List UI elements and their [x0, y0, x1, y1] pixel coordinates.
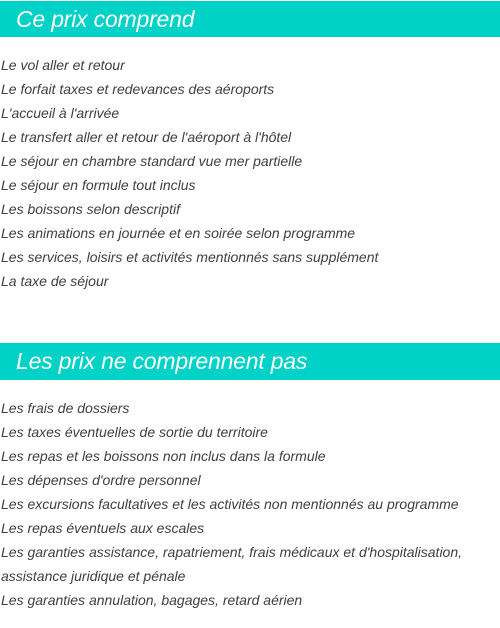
excluded-section-title: Les prix ne comprennent pas [0, 343, 500, 380]
list-item: Le vol aller et retour [1, 57, 125, 73]
list-item: Les animations en journée et en soirée selon programme [1, 225, 356, 241]
list-item: Le séjour en chambre standard vue mer partielle [1, 153, 303, 169]
list-item: Les excursions facultatives et les activités non mentionnés au programme [1, 496, 459, 512]
included-list [0, 53, 500, 293]
list-item: Les garanties assistance, rapatriement, frais médicaux et d'hospitalisation, assistance juridique et pénale [1, 544, 463, 584]
list-item: Les taxes éventuelles de sortie du territoire [1, 424, 268, 440]
included-section-title: Ce prix comprend [0, 1, 500, 37]
list-item: Les repas et les boissons non inclus dans la formule [1, 448, 326, 464]
list-item: La taxe de séjour [1, 273, 109, 289]
list-item: Les garanties annulation, bagages, retard aérien [1, 592, 303, 608]
list-item: Le transfert aller et retour de l'aéroport à l'hôtel [1, 129, 292, 145]
list-item: Le séjour en formule tout inclus [1, 177, 196, 193]
excluded-list [0, 396, 500, 612]
list-item: Les dépenses d'ordre personnel [1, 472, 201, 488]
list-item: Les services, loisirs et activités mentionnés sans supplément [1, 249, 379, 265]
list-item: Le forfait taxes et redevances des aéroports [1, 81, 275, 97]
list-item: Les repas éventuels aux escales [1, 520, 205, 536]
list-item: Les boissons selon descriptif [1, 201, 180, 217]
list-item: Les frais de dossiers [1, 400, 130, 416]
list-item: L'accueil à l'arrivée [1, 105, 120, 121]
